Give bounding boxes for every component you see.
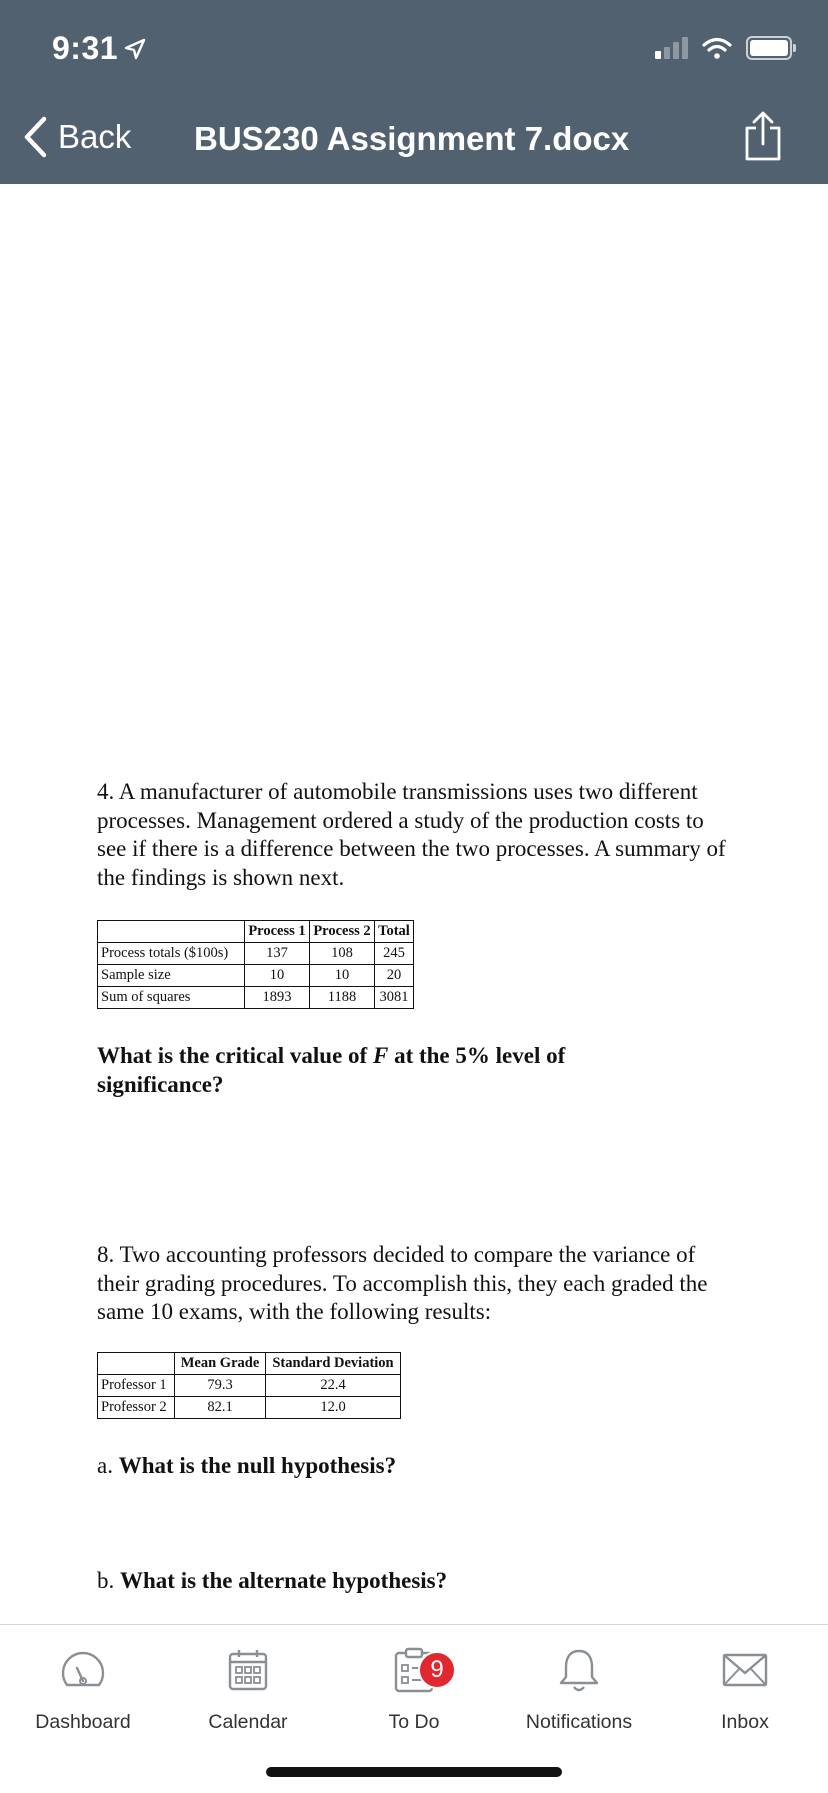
status-indicators [655, 36, 792, 60]
share-icon[interactable] [742, 110, 784, 162]
table-cell: 10 [310, 965, 375, 987]
question-4-prompt-post: at the 5% level of significance? [97, 1043, 566, 1097]
table-row [98, 987, 414, 1009]
table-row [98, 965, 414, 987]
table-cell: 22.4 [266, 1375, 401, 1397]
document-title: BUS230 Assignment 7.docx [194, 120, 630, 157]
table-header-row [98, 921, 414, 943]
question-8-text: 8. Two accounting professors decided to compare the variance of their grading procedures. To accomplish this, they each graded the same 10 exams, with the following results: [97, 1242, 708, 1324]
table-header-cell: Process 2 [310, 921, 375, 943]
question-8a-text: What is the null hypothesis? [118, 1453, 397, 1478]
document-viewer[interactable] [0, 184, 828, 1624]
tab-label: Inbox [721, 1711, 769, 1733]
table-cell: 12.0 [266, 1397, 401, 1419]
table-row [98, 943, 414, 965]
table-cell: 3081 [375, 987, 414, 1009]
table-header-cell [98, 1353, 175, 1375]
table-cell: 245 [375, 943, 414, 965]
table-cell: 79.3 [175, 1375, 266, 1397]
question-4-prompt-variable: F [372, 1043, 389, 1068]
question-8b [97, 1567, 737, 1596]
question-4-prompt [97, 1042, 617, 1099]
table-row [98, 1375, 401, 1397]
tab-label: Notifications [525, 1711, 633, 1733]
bell-icon [557, 1647, 601, 1693]
table-cell: 108 [310, 943, 375, 965]
tab-calendar[interactable] [165, 1625, 331, 1745]
table-cell: 1893 [245, 987, 310, 1009]
table-header-cell [98, 921, 245, 943]
envelope-icon [722, 1653, 768, 1687]
table-cell: Process totals ($100s) [98, 943, 245, 965]
question-8-table [97, 1352, 401, 1419]
back-button[interactable] [22, 116, 131, 158]
table-header-cell: Process 1 [245, 921, 310, 943]
table-cell: Sample size [98, 965, 245, 987]
cellular-signal-icon [655, 37, 688, 59]
status-time-text: 9:31 [52, 30, 119, 66]
tab-label: To Do [388, 1711, 440, 1733]
tab-label: Calendar [208, 1711, 288, 1733]
question-8a [97, 1452, 737, 1481]
table-cell: 20 [375, 965, 414, 987]
table-cell: 137 [245, 943, 310, 965]
tab-label: Dashboard [35, 1711, 131, 1733]
status-time [52, 30, 146, 67]
tab-notifications[interactable] [496, 1625, 662, 1745]
top-header [0, 0, 828, 184]
table-header-row [98, 1353, 401, 1375]
table-row [98, 1397, 401, 1419]
chevron-left-icon [22, 116, 48, 158]
location-arrow-icon [124, 38, 146, 60]
table-cell: 1188 [310, 987, 375, 1009]
table-header-cell: Mean Grade [175, 1353, 266, 1375]
question-8b-prefix: b. [97, 1568, 120, 1593]
todo-count-badge: 9 [418, 1651, 456, 1689]
tab-to-do[interactable] [331, 1625, 497, 1745]
battery-icon [746, 36, 792, 60]
table-header-cell: Standard Deviation [266, 1353, 401, 1375]
back-label: Back [58, 118, 132, 155]
question-8a-prefix: a. [97, 1453, 119, 1478]
question-4-prompt-pre: What is the critical value of [97, 1043, 373, 1068]
table-cell: Professor 1 [98, 1375, 175, 1397]
question-4-table [97, 920, 414, 1009]
table-cell: 10 [245, 965, 310, 987]
calendar-icon [228, 1649, 268, 1691]
tab-inbox[interactable] [662, 1625, 828, 1745]
dashboard-gauge-icon [59, 1651, 107, 1689]
tab-dashboard[interactable] [0, 1625, 166, 1745]
question-4-text: 4. A manufacturer of automobile transmissions uses two different processes. Management ordered a study of the production costs to see if there is a difference between the two processes. A summary of the findings is shown next. [97, 779, 726, 890]
wifi-icon [702, 37, 732, 59]
table-cell: Sum of squares [98, 987, 245, 1009]
home-indicator[interactable] [266, 1767, 562, 1777]
table-cell: 82.1 [175, 1397, 266, 1419]
table-cell: Professor 2 [98, 1397, 175, 1419]
question-8b-text: What is the alternate hypothesis? [120, 1568, 448, 1593]
table-header-cell: Total [375, 921, 414, 943]
